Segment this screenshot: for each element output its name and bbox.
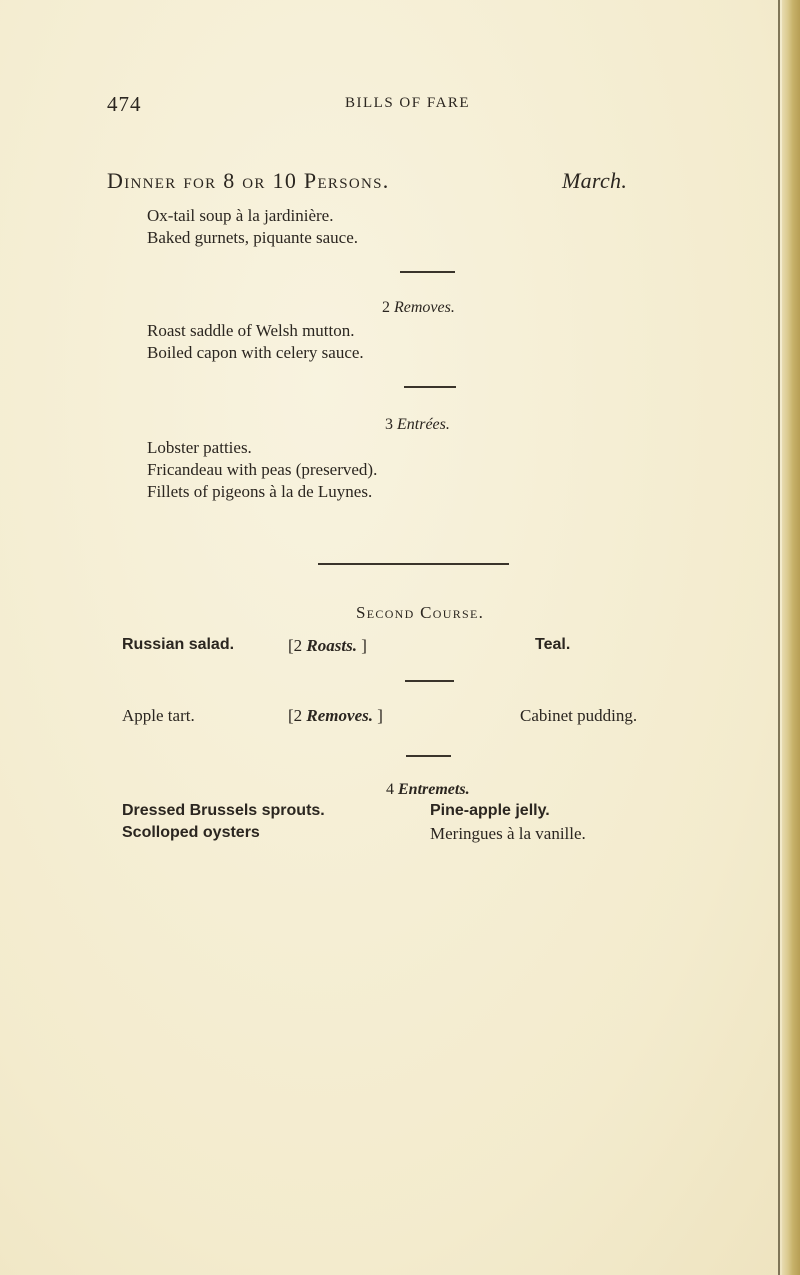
menu-month: March. [562, 168, 628, 193]
menu-title [107, 168, 628, 194]
removes-label: Removes. [394, 299, 455, 316]
section-heading-entrees [385, 416, 450, 434]
removes-count-2: [2 [288, 706, 303, 725]
entremets-left-1: Dressed Brussels sprouts. [122, 802, 325, 819]
removes-count: 2 [382, 299, 390, 316]
roasts-bracket: ] [361, 636, 367, 655]
page-gutter-line [778, 0, 780, 1275]
second-course-removes-heading [288, 706, 383, 726]
menu-line-soup: Ox-tail soup à la jardinière. [147, 206, 334, 225]
removes-label-2: Removes. [306, 706, 373, 725]
entremets-left-2: Scolloped oysters [122, 824, 260, 841]
menu-line-entree-2: Fricandeau with peas (preserved). [147, 460, 378, 479]
second-course-left-2: Apple tart. [122, 706, 195, 725]
menu-line-entree-1: Lobster patties. [147, 438, 252, 457]
menu-line-entree-3: Fillets of pigeons à la de Luynes. [147, 482, 373, 501]
course-divider-rule [318, 563, 509, 565]
running-head: BILLS OF FARE [345, 95, 471, 111]
divider-rule [400, 271, 455, 273]
roasts-label: Roasts. [306, 636, 357, 655]
entremets-right-1: Pine-apple jelly. [430, 802, 550, 819]
divider-rule [404, 386, 456, 388]
menu-line-remove-2: Boiled capon with celery sauce. [147, 343, 364, 362]
removes-bracket-2: ] [377, 706, 383, 725]
entrees-label: Entrées. [397, 416, 450, 433]
second-course-right-2: Cabinet pudding. [520, 706, 638, 725]
entremets-count: 4 [386, 781, 394, 798]
second-course-right-1: Teal. [535, 636, 571, 653]
page-number: 474 [107, 92, 142, 116]
roasts-count: [2 [288, 636, 303, 655]
second-course-heading: Second Course. [356, 603, 485, 622]
divider-rule [406, 755, 451, 757]
menu-line-fish: Baked gurnets, piquante sauce. [147, 228, 359, 247]
page-edge-shadow [782, 0, 800, 1275]
entremets-label: Entremets. [398, 781, 470, 798]
entrees-count: 3 [385, 416, 393, 433]
menu-title-text: Dinner for 8 or 10 Persons. [107, 168, 390, 193]
section-heading-removes [382, 299, 455, 317]
entremets-right-2: Meringues à la vanille. [430, 824, 586, 843]
menu-line-remove-1: Roast saddle of Welsh mutton. [147, 321, 355, 340]
divider-rule [405, 680, 454, 682]
second-course-left-1: Russian salad. [122, 636, 235, 653]
section-heading-entremets [386, 781, 470, 799]
second-course-roasts-heading [288, 636, 367, 656]
